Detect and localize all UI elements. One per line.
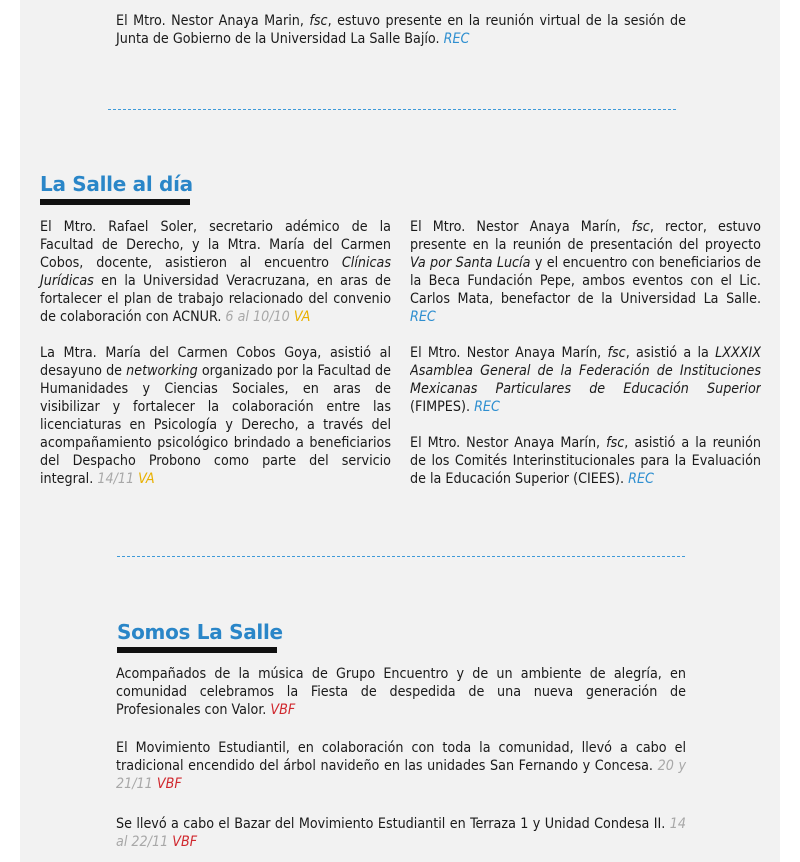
source-tag: VA <box>138 471 155 487</box>
section-divider <box>117 556 685 557</box>
news-item: La Mtra. María del Carmen Cobos Goya, asistió al desayuno de networking organizado por la Facultad de Humanidades y Ciencias Sociales, en aras de visibilizar y fortalecer la colaboración entre las licenciaturas en Psicología y Derecho, a través del acompañamiento psicológico brindado a beneficiarios del Despacho Probono como parte del servicio integral. 14/11 VA <box>40 345 391 487</box>
date-label: 6 al 10/10 <box>225 309 290 325</box>
section-title-la-salle-al-dia: La Salle al día <box>40 172 193 196</box>
title-underline <box>40 199 190 205</box>
news-item: Acompañados de la música de Grupo Encuentro y de un ambiente de alegría, en comunidad celebramos la Fiesta de despedida de una nueva generación de Profesionales con Valor. VBF <box>116 666 686 718</box>
source-tag: REC <box>410 309 436 325</box>
source-tag: VBF <box>270 702 296 718</box>
top-paragraph: El Mtro. Nestor Anaya Marin, fsc, estuvo presente en la reunión virtual de la sesión de Junta de Gobierno de la Universidad La Salle Bajío. REC <box>116 13 686 47</box>
right-column <box>410 218 761 494</box>
source-tag: VBF <box>156 776 182 792</box>
news-item: El Mtro. Nestor Anaya Marín, fsc, rector, estuvo presente en la reunión de presentación del proyecto Va por Santa Lucía y el encuentro con beneficiarios de la Beca Fundación Pepe, ambos eventos con el Lic. Carlos Mata, benefactor de la Universidad La Salle. REC <box>410 219 761 325</box>
news-item: Se llevó a cabo el Bazar del Movimiento Estudiantil en Terraza 1 y Unidad Condesa II. 14 al 22/11 VBF <box>116 816 686 850</box>
date-label: 20 y 21/11 <box>116 758 687 792</box>
date-label: 14 al 22/11 <box>116 816 686 850</box>
section-divider <box>108 109 676 110</box>
source-tag: VA <box>293 309 311 325</box>
source-tag: VBF <box>172 834 198 850</box>
news-item: El Mtro. Rafael Soler, secretario adémico de la Facultad de Derecho, y la Mtra. María del Carmen Cobos, docente, asistieron al encuentro Clínicas Jurídicas en la Universidad Veracruzana, en aras de fortalecer el plan de trabajo relacionado del convenio de colaboración con ACNUR. 6 al 10/10 VA <box>40 219 391 325</box>
source-tag: REC <box>628 471 654 487</box>
section-title-somos-la-salle: Somos La Salle <box>117 620 283 644</box>
news-item: El Movimiento Estudiantil, en colaboración con toda la comunidad, llevó a cabo el tradicional encendido del árbol navideño en las unidades San Fernando y Concesa. 20 y 21/11 VBF <box>116 740 687 792</box>
news-item: El Mtro. Nestor Anaya Marín, fsc, asistió a la LXXXIX Asamblea General de la Federación de Instituciones Mexicanas Particulares de Educación Superior (FIMPES). REC <box>410 345 761 415</box>
newsletter-page <box>20 0 780 862</box>
title-underline <box>117 647 277 653</box>
left-column <box>40 218 391 506</box>
somos-items <box>116 665 686 851</box>
news-item: El Mtro. Nestor Anaya Marín, fsc, asistió a la reunión de los Comités Interinstitucionales para la Evaluación de la Educación Superior (CIEES). REC <box>410 435 761 487</box>
source-tag: REC <box>443 31 470 47</box>
source-tag: REC <box>474 399 500 415</box>
date-label: 14/11 <box>97 471 135 487</box>
